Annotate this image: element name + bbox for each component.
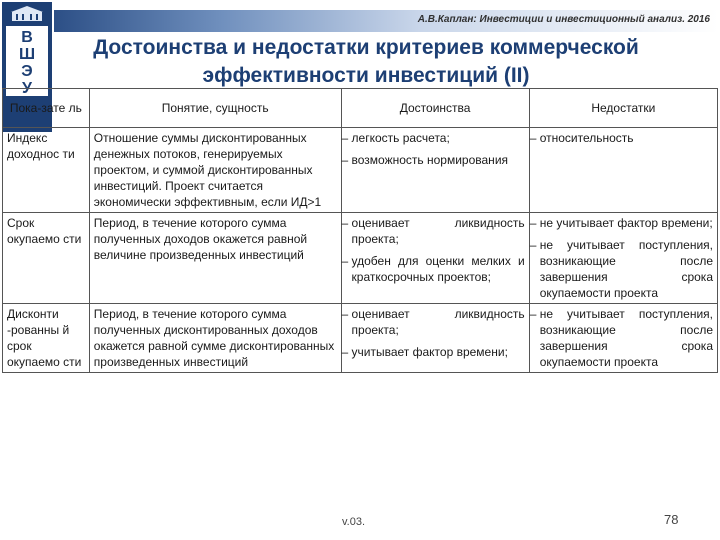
table-row: [3, 304, 718, 373]
concept-cell: Период, в течение которого сумма полученных доходов окажется равной величине произведенных инвестиций: [89, 213, 341, 304]
svg-text:В: В: [21, 29, 33, 46]
svg-text:Э: Э: [21, 63, 33, 80]
list-item: – возможность нормирования: [341, 153, 509, 167]
list-item: – удобен для оценки мелких и краткосрочных проектов;: [341, 254, 525, 284]
building-icon: [10, 6, 44, 22]
header-indicator: Пока-зате ль: [3, 89, 90, 128]
list-item: – относительность: [529, 131, 634, 145]
disadvantages-cell: [529, 213, 717, 304]
advantages-cell: [341, 213, 529, 304]
concept-cell: Отношение суммы дисконтированных денежных потоков, генерируемых проектом, и суммой дисконтированных инвестиций. Проект считается экономически эффективным, если ИД>1: [89, 128, 341, 213]
advantages-cell: [341, 128, 529, 213]
header-band: [54, 10, 718, 32]
list-item: – не учитывает поступления, возникающие после завершения срока окупаемости проекта: [529, 238, 713, 300]
list-item: – легкость расчета;: [341, 131, 450, 145]
list-item: – учитывает фактор времени;: [341, 345, 508, 359]
slide-title: Достоинства и недостатки критериев коммерческой эффективности инвестиций (II): [93, 36, 639, 87]
logo-letters: [6, 26, 48, 96]
table-row: [3, 213, 718, 304]
version-label: v.03.: [342, 516, 366, 528]
table-row: [3, 128, 718, 213]
disadvantages-cell: [529, 304, 717, 373]
header-advantages: Достоинства: [341, 89, 529, 128]
author-line: А.В.Каплан: Инвестиции и инвестиционный анализ. 2016: [417, 14, 710, 25]
advantages-cell: [341, 304, 529, 373]
list-item: – не учитывает поступления, возникающие после завершения срока окупаемости проекта: [529, 307, 713, 369]
disadvantages-cell: [529, 128, 717, 213]
indicator-cell: Дисконти -рованны й срок окупаемо сти: [3, 304, 90, 373]
list-item: – оценивает ликвидность проекта;: [341, 216, 525, 246]
svg-text:Ш: Ш: [18, 46, 36, 63]
indicator-cell: Срок окупаемо сти: [3, 213, 90, 304]
header-disadvantages: Недостатки: [529, 89, 717, 128]
list-item: – не учитывает фактор времени;: [529, 216, 713, 230]
indicator-cell: Индекс доходнос ти: [3, 128, 90, 213]
list-item: – оценивает ликвидность проекта;: [341, 307, 525, 337]
page-number: 78: [664, 512, 679, 527]
criteria-table: [2, 88, 718, 373]
concept-cell: Период, в течение которого сумма полученных дисконтированных доходов окажется равной сумме дисконтированных произведенных инвестиций: [89, 304, 341, 373]
table-header-row: [3, 89, 718, 128]
svg-text:У: У: [22, 80, 32, 96]
header-concept: Понятие, сущность: [89, 89, 341, 128]
